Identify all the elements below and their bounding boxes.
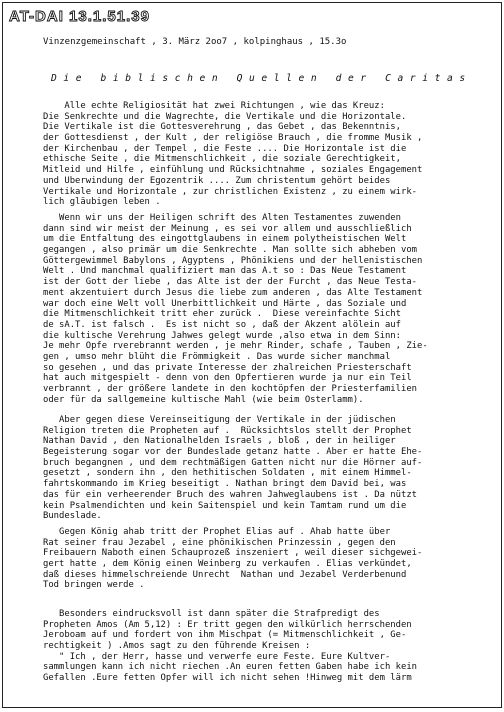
text-line: Rat seiner frau Jezabel , eine phönikischen Prinzessin , gegen den xyxy=(43,537,396,548)
text-line: oder für da sallgemeine kultische Mahl (wie beim Osterlamm). xyxy=(43,394,364,405)
text-line: verbrannt , der größere landete in den kochtöpfen der Priesterfamilien xyxy=(43,384,418,394)
text-line: Propheten Amos (Am 5,12) : Er tritt gegen den wilkürlich herrschenden xyxy=(43,619,412,630)
text-line: de sA.T. ist falsch . Es ist nicht so , daß der Akzent alölein auf xyxy=(43,319,401,330)
text-line: Freibauern Naboth einen Schauprozeß inszeniert , weil dieser sichgewei- xyxy=(43,548,423,559)
text-line: fahrtskommando im Krieg beseitigt . Nathan bringt dem David bei, was xyxy=(43,479,407,490)
text-line: gert hatte , dem König einen Weinberg zu verkaufen . Elias verkündet, xyxy=(43,559,412,570)
text-line: hat auch mitgespielt - denn von den Opfertieren wurde ja nur ein Teil xyxy=(43,373,412,384)
paragraph-2 xyxy=(43,213,483,405)
text-line: Nathan David , den Nationalhelden Israels , bloß , der in heiliger xyxy=(43,436,396,447)
text-line: gesetzt , sondern ihn , den hethitischen Soldaten , mit einem Himmel- xyxy=(43,468,412,479)
text-line: das für ein verheerender Bruch des wahren Jahweglaubens ist . Da nützt xyxy=(43,489,418,500)
text-line: Bundeslade. xyxy=(43,511,102,522)
text-line: Aber gegen diese Vereinseitigung der Vertikale in der jüdischen xyxy=(43,415,396,425)
text-line: kein Psalmendichten und kein Saitenspiel und kein Tamtam rund um die xyxy=(43,500,407,511)
text-line: die kultische Verehrung Jahwes gelegt wurde ,also etwa in dem Sinn: xyxy=(43,330,401,341)
text-line: sammlungen kann ich nicht riechen .An euren fetten Gaben habe ich kein xyxy=(43,662,418,673)
text-line: und Überwindung der Egozentrik .... Zum christentum gehört beides xyxy=(43,175,391,186)
text-line: Jeroboam auf und fordert von ihm Mischpat (= Mitmenschlichkeit , Ge- xyxy=(43,630,407,641)
text-line: gegangen , also primär um die Senkrechte . Man sollte sich abheben vom xyxy=(43,245,418,256)
text-line: Begeisterung sogar vor der Bundeslade getanz hatte . Aber er hatte Ehe- xyxy=(43,447,423,458)
paragraph-1 xyxy=(43,101,483,208)
paragraph-4 xyxy=(43,527,483,591)
document-title: Die biblischen Quellen der Caritas xyxy=(51,73,472,84)
text-line: Vertikale und Horizontale , zur christlichen Existenz , zu einem wirk- xyxy=(43,186,418,197)
text-line: ist der Gott der liebe , das Alte ist der der Furcht , das Neue Testa- xyxy=(43,277,418,288)
paragraph-3 xyxy=(43,415,483,522)
paragraph-5 xyxy=(43,609,483,684)
text-line: der Gottesdienst , der Kult , der religiöse Brauch , die fromme Musik , xyxy=(43,133,423,144)
text-line: dann sind wir meist der Meinung , es sei vor allem und ausschließlich xyxy=(43,223,412,234)
text-line: Religion treten die Propheten auf . Rücksichtslos stellt der Prophet xyxy=(43,425,412,436)
document-page xyxy=(2,2,502,708)
text-line: der Kirchenbau , der Tempel , die Feste .... Die Horizontale ist die xyxy=(43,143,407,154)
text-line: ethische Seite , die Mitmenschlichkeit , die soziale Gerechtigkeit, xyxy=(43,154,401,165)
text-line: war doch eine Welt voll Unerbittlichkeit und Härte , das Soziale und xyxy=(43,298,407,309)
text-line: rechtigkeit ) .Amos sagt zu den führende Kreisen : xyxy=(43,641,311,652)
text-line: Gegen König ahab tritt der Prophet Elias auf . Ahab hatte über xyxy=(43,527,391,537)
text-line: gen , umso mehr blüht die Frömmigkeit . Das wurde sicher manchmal xyxy=(43,351,391,362)
text-line: ment akzentuiert durch Jesus die liebe zum anderen , das Alte Testament xyxy=(43,287,423,298)
text-line: Göttergewimmel Babylons , Ägyptens , Phönikiens und der hellenistischen xyxy=(43,255,423,266)
text-line: Gefallen .Eure fetten Opfer will ich nicht sehen !Hinweg mit dem lärm xyxy=(43,673,412,684)
text-line: um die Entfaltung des eingottglaubens in einem polytheistischen Welt xyxy=(43,234,407,245)
text-line: die Mitmenschlichkeit tritt eher zurück . Diese vereinfachte Sicht xyxy=(43,309,401,320)
document-header: Vinzenzgemeinschaft , 3. März 2oo7 , kolpinghaus , 15.3o xyxy=(43,37,347,47)
text-line: " Ich , der Herr, hasse und verwerfe eure Feste. Eure Kultver- xyxy=(43,651,391,662)
text-line: Alle echte Religiosität hat zwei Richtungen , wie das Kreuz: xyxy=(43,101,385,111)
text-line: lich gläubigen leben . xyxy=(43,197,161,208)
text-line: Die Senkrechte und die Wagrechte, die Vertikale und die Horizontale. xyxy=(43,111,407,122)
archive-stamp: AT-DAI 13.1.51.39 xyxy=(9,8,150,25)
text-line: Wenn wir uns der Heiligen schrift des Alten Testamentes zuwenden xyxy=(43,213,401,223)
text-line: Besonders eindrucksvoll ist dann später die Strafpredigt des xyxy=(43,609,380,619)
text-line: Mitleid und Hilfe , einfühlung und Rücksichtnahme , soziales Engagement xyxy=(43,165,423,176)
text-line: daß dieses himmelschreiende Unrecht Nathan und Jezabel Verderbenund xyxy=(43,569,407,580)
text-line: so gesehen , und das private Interesse der zhalreichen Priesterschaft xyxy=(43,362,412,373)
text-line: Welt . Und manchmal qualifiziert man das A.t so : Das Neue Testament xyxy=(43,266,407,277)
text-line: Tod bringen werde . xyxy=(43,580,145,591)
text-line: bruch begangnen , und dem rechtmäßigen Gatten nicht nur die Hörner auf- xyxy=(43,457,423,468)
text-line: Je mehr Opfe rverebrannt werden , je mehr Rinder, schafe , Tauben , Zie- xyxy=(43,341,428,352)
text-line: Die Vertikale ist die Gottesverehrung , das Gebet , das Bekenntnis, xyxy=(43,122,401,133)
